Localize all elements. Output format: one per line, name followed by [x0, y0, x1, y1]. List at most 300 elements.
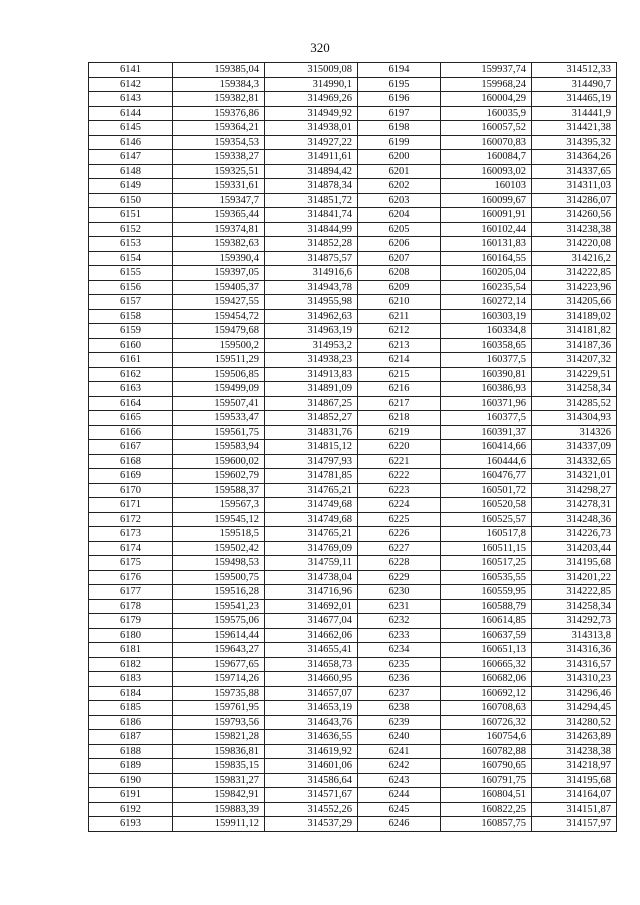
- y-coordinate-cell: 314220,08: [532, 237, 617, 252]
- x-coordinate-cell: 159541,23: [173, 599, 265, 614]
- y-coordinate-cell: 314643,76: [265, 715, 358, 730]
- x-coordinate-cell: 160084,7: [441, 150, 532, 165]
- table-row: [89, 324, 617, 339]
- x-coordinate-cell: 160390,81: [441, 367, 532, 382]
- point-number-cell: 6215: [358, 367, 441, 382]
- x-coordinate-cell: 160099,67: [441, 193, 532, 208]
- x-coordinate-cell: 160682,06: [441, 672, 532, 687]
- point-number-cell: 6212: [358, 324, 441, 339]
- x-coordinate-cell: 160205,04: [441, 266, 532, 281]
- x-coordinate-cell: 160708,63: [441, 701, 532, 716]
- y-coordinate-cell: 314660,95: [265, 672, 358, 687]
- y-coordinate-cell: 314201,22: [532, 570, 617, 585]
- x-coordinate-cell: 159479,68: [173, 324, 265, 339]
- x-coordinate-cell: 159714,26: [173, 672, 265, 687]
- y-coordinate-cell: 314304,93: [532, 411, 617, 426]
- x-coordinate-cell: 159347,7: [173, 193, 265, 208]
- point-number-cell: 6200: [358, 150, 441, 165]
- point-number-cell: 6192: [89, 802, 173, 817]
- y-coordinate-cell: 314238,38: [532, 222, 617, 237]
- x-coordinate-cell: 159911,12: [173, 817, 265, 832]
- y-coordinate-cell: 314313,8: [532, 628, 617, 643]
- point-number-cell: 6142: [89, 77, 173, 92]
- point-number-cell: 6216: [358, 382, 441, 397]
- x-coordinate-cell: 159516,28: [173, 585, 265, 600]
- y-coordinate-cell: 314938,23: [265, 353, 358, 368]
- x-coordinate-cell: 160525,57: [441, 512, 532, 527]
- y-coordinate-cell: 314759,11: [265, 556, 358, 571]
- point-number-cell: 6196: [358, 92, 441, 107]
- table-row: [89, 164, 617, 179]
- x-coordinate-cell: 160377,5: [441, 353, 532, 368]
- point-number-cell: 6141: [89, 63, 173, 78]
- x-coordinate-cell: 159831,27: [173, 773, 265, 788]
- y-coordinate-cell: 314310,23: [532, 672, 617, 687]
- x-coordinate-cell: 160414,66: [441, 440, 532, 455]
- x-coordinate-cell: 159502,42: [173, 541, 265, 556]
- table-row: [89, 802, 617, 817]
- point-number-cell: 6163: [89, 382, 173, 397]
- y-coordinate-cell: 314222,85: [532, 266, 617, 281]
- table-row: [89, 686, 617, 701]
- point-number-cell: 6154: [89, 251, 173, 266]
- y-coordinate-cell: 314164,07: [532, 788, 617, 803]
- x-coordinate-cell: 159511,29: [173, 353, 265, 368]
- point-number-cell: 6183: [89, 672, 173, 687]
- y-coordinate-cell: 314586,64: [265, 773, 358, 788]
- y-coordinate-cell: 314949,92: [265, 106, 358, 121]
- y-coordinate-cell: 314875,57: [265, 251, 358, 266]
- table-row: [89, 512, 617, 527]
- table-row: [89, 367, 617, 382]
- table-row: [89, 759, 617, 774]
- x-coordinate-cell: 160822,25: [441, 802, 532, 817]
- table-row: [89, 599, 617, 614]
- point-number-cell: 6204: [358, 208, 441, 223]
- point-number-cell: 6148: [89, 164, 173, 179]
- table-row: [89, 396, 617, 411]
- x-coordinate-cell: 160303,19: [441, 309, 532, 324]
- x-coordinate-cell: 160517,8: [441, 527, 532, 542]
- x-coordinate-cell: 159561,75: [173, 425, 265, 440]
- point-number-cell: 6219: [358, 425, 441, 440]
- y-coordinate-cell: 314571,67: [265, 788, 358, 803]
- x-coordinate-cell: 160371,96: [441, 396, 532, 411]
- x-coordinate-cell: 160637,59: [441, 628, 532, 643]
- x-coordinate-cell: 160057,52: [441, 121, 532, 136]
- y-coordinate-cell: 314797,93: [265, 454, 358, 469]
- table-row: [89, 411, 617, 426]
- point-number-cell: 6155: [89, 266, 173, 281]
- y-coordinate-cell: 314181,82: [532, 324, 617, 339]
- point-number-cell: 6174: [89, 541, 173, 556]
- y-coordinate-cell: 314765,21: [265, 527, 358, 542]
- point-number-cell: 6172: [89, 512, 173, 527]
- x-coordinate-cell: 160235,54: [441, 280, 532, 295]
- x-coordinate-cell: 159331,61: [173, 179, 265, 194]
- table-row: [89, 541, 617, 556]
- y-coordinate-cell: 314852,27: [265, 411, 358, 426]
- y-coordinate-cell: 314677,04: [265, 614, 358, 629]
- point-number-cell: 6235: [358, 657, 441, 672]
- point-number-cell: 6180: [89, 628, 173, 643]
- x-coordinate-cell: 160588,79: [441, 599, 532, 614]
- x-coordinate-cell: 159365,44: [173, 208, 265, 223]
- y-coordinate-cell: 314990,1: [265, 77, 358, 92]
- x-coordinate-cell: 159390,4: [173, 251, 265, 266]
- table-row: [89, 570, 617, 585]
- y-coordinate-cell: 314157,97: [532, 817, 617, 832]
- table-row: [89, 280, 617, 295]
- point-number-cell: 6203: [358, 193, 441, 208]
- table-row: [89, 237, 617, 252]
- x-coordinate-cell: 159821,28: [173, 730, 265, 745]
- point-number-cell: 6160: [89, 338, 173, 353]
- table-row: [89, 773, 617, 788]
- x-coordinate-cell: 159643,27: [173, 643, 265, 658]
- x-coordinate-cell: 160804,51: [441, 788, 532, 803]
- table-row: [89, 744, 617, 759]
- y-coordinate-cell: 315009,08: [265, 63, 358, 78]
- y-coordinate-cell: 314223,96: [532, 280, 617, 295]
- y-coordinate-cell: 314229,51: [532, 367, 617, 382]
- y-coordinate-cell: 314943,78: [265, 280, 358, 295]
- point-number-cell: 6171: [89, 498, 173, 513]
- x-coordinate-cell: 159454,72: [173, 309, 265, 324]
- table-row: [89, 585, 617, 600]
- point-number-cell: 6189: [89, 759, 173, 774]
- y-coordinate-cell: 314311,03: [532, 179, 617, 194]
- point-number-cell: 6220: [358, 440, 441, 455]
- point-number-cell: 6191: [89, 788, 173, 803]
- x-coordinate-cell: 160272,14: [441, 295, 532, 310]
- x-coordinate-cell: 159384,3: [173, 77, 265, 92]
- point-number-cell: 6234: [358, 643, 441, 658]
- point-number-cell: 6151: [89, 208, 173, 223]
- point-number-cell: 6165: [89, 411, 173, 426]
- y-coordinate-cell: 314716,96: [265, 585, 358, 600]
- table-row: [89, 556, 617, 571]
- x-coordinate-cell: 159499,09: [173, 382, 265, 397]
- point-number-cell: 6244: [358, 788, 441, 803]
- point-number-cell: 6211: [358, 309, 441, 324]
- point-number-cell: 6224: [358, 498, 441, 513]
- y-coordinate-cell: 314216,2: [532, 251, 617, 266]
- table-row: [89, 483, 617, 498]
- y-coordinate-cell: 314465,19: [532, 92, 617, 107]
- y-coordinate-cell: 314187,36: [532, 338, 617, 353]
- point-number-cell: 6226: [358, 527, 441, 542]
- point-number-cell: 6197: [358, 106, 441, 121]
- point-number-cell: 6152: [89, 222, 173, 237]
- point-number-cell: 6236: [358, 672, 441, 687]
- point-number-cell: 6246: [358, 817, 441, 832]
- y-coordinate-cell: 314692,01: [265, 599, 358, 614]
- x-coordinate-cell: 159397,05: [173, 266, 265, 281]
- y-coordinate-cell: 314421,38: [532, 121, 617, 136]
- point-number-cell: 6186: [89, 715, 173, 730]
- x-coordinate-cell: 160334,8: [441, 324, 532, 339]
- x-coordinate-cell: 159968,24: [441, 77, 532, 92]
- y-coordinate-cell: 314913,83: [265, 367, 358, 382]
- y-coordinate-cell: 314286,07: [532, 193, 617, 208]
- point-number-cell: 6221: [358, 454, 441, 469]
- x-coordinate-cell: 159376,86: [173, 106, 265, 121]
- table-row: [89, 672, 617, 687]
- y-coordinate-cell: 314552,26: [265, 802, 358, 817]
- table-row: [89, 527, 617, 542]
- x-coordinate-cell: 160164,55: [441, 251, 532, 266]
- x-coordinate-cell: 160790,65: [441, 759, 532, 774]
- x-coordinate-cell: 159506,85: [173, 367, 265, 382]
- y-coordinate-cell: 314916,6: [265, 266, 358, 281]
- point-number-cell: 6169: [89, 469, 173, 484]
- y-coordinate-cell: 314258,34: [532, 382, 617, 397]
- y-coordinate-cell: 314222,85: [532, 585, 617, 600]
- point-number-cell: 6225: [358, 512, 441, 527]
- point-number-cell: 6161: [89, 353, 173, 368]
- y-coordinate-cell: 314490,7: [532, 77, 617, 92]
- y-coordinate-cell: 314537,29: [265, 817, 358, 832]
- point-number-cell: 6242: [358, 759, 441, 774]
- x-coordinate-cell: 160754,6: [441, 730, 532, 745]
- y-coordinate-cell: 314963,19: [265, 324, 358, 339]
- table-row: [89, 469, 617, 484]
- point-number-cell: 6188: [89, 744, 173, 759]
- point-number-cell: 6218: [358, 411, 441, 426]
- y-coordinate-cell: 314238,38: [532, 744, 617, 759]
- y-coordinate-cell: 314955,98: [265, 295, 358, 310]
- table-row: [89, 440, 617, 455]
- y-coordinate-cell: 314218,97: [532, 759, 617, 774]
- y-coordinate-cell: 314657,07: [265, 686, 358, 701]
- y-coordinate-cell: 314658,73: [265, 657, 358, 672]
- y-coordinate-cell: 314867,25: [265, 396, 358, 411]
- point-number-cell: 6177: [89, 585, 173, 600]
- x-coordinate-cell: 159338,27: [173, 150, 265, 165]
- y-coordinate-cell: 314852,28: [265, 237, 358, 252]
- y-coordinate-cell: 314765,21: [265, 483, 358, 498]
- y-coordinate-cell: 314815,12: [265, 440, 358, 455]
- point-number-cell: 6209: [358, 280, 441, 295]
- y-coordinate-cell: 314891,09: [265, 382, 358, 397]
- table-row: [89, 454, 617, 469]
- x-coordinate-cell: 160614,85: [441, 614, 532, 629]
- y-coordinate-cell: 314205,66: [532, 295, 617, 310]
- table-row: [89, 643, 617, 658]
- y-coordinate-cell: 314653,19: [265, 701, 358, 716]
- y-coordinate-cell: 314285,52: [532, 396, 617, 411]
- y-coordinate-cell: 314292,73: [532, 614, 617, 629]
- x-coordinate-cell: 160782,88: [441, 744, 532, 759]
- point-number-cell: 6208: [358, 266, 441, 281]
- y-coordinate-cell: 314203,44: [532, 541, 617, 556]
- point-number-cell: 6198: [358, 121, 441, 136]
- y-coordinate-cell: 314321,01: [532, 469, 617, 484]
- point-number-cell: 6229: [358, 570, 441, 585]
- x-coordinate-cell: 160791,75: [441, 773, 532, 788]
- table-row: [89, 788, 617, 803]
- x-coordinate-cell: 160358,65: [441, 338, 532, 353]
- x-coordinate-cell: 159374,81: [173, 222, 265, 237]
- table-row: [89, 179, 617, 194]
- y-coordinate-cell: 314337,09: [532, 440, 617, 455]
- y-coordinate-cell: 314332,65: [532, 454, 617, 469]
- x-coordinate-cell: 160517,25: [441, 556, 532, 571]
- x-coordinate-cell: 159883,39: [173, 802, 265, 817]
- page-number: 320: [310, 40, 330, 55]
- x-coordinate-cell: 160692,12: [441, 686, 532, 701]
- y-coordinate-cell: 314337,65: [532, 164, 617, 179]
- point-number-cell: 6223: [358, 483, 441, 498]
- point-number-cell: 6187: [89, 730, 173, 745]
- table-row: [89, 266, 617, 281]
- x-coordinate-cell: 160377,5: [441, 411, 532, 426]
- x-coordinate-cell: 160665,32: [441, 657, 532, 672]
- y-coordinate-cell: 314781,85: [265, 469, 358, 484]
- table-row: [89, 121, 617, 136]
- x-coordinate-cell: 160070,83: [441, 135, 532, 150]
- y-coordinate-cell: 314962,63: [265, 309, 358, 324]
- x-coordinate-cell: 159735,88: [173, 686, 265, 701]
- table-row: [89, 309, 617, 324]
- y-coordinate-cell: 314601,06: [265, 759, 358, 774]
- x-coordinate-cell: 159518,5: [173, 527, 265, 542]
- point-number-cell: 6227: [358, 541, 441, 556]
- x-coordinate-cell: 159842,91: [173, 788, 265, 803]
- y-coordinate-cell: 314878,34: [265, 179, 358, 194]
- point-number-cell: 6179: [89, 614, 173, 629]
- y-coordinate-cell: 314927,22: [265, 135, 358, 150]
- x-coordinate-cell: 159937,74: [441, 63, 532, 78]
- point-number-cell: 6162: [89, 367, 173, 382]
- point-number-cell: 6166: [89, 425, 173, 440]
- table-row: [89, 701, 617, 716]
- point-number-cell: 6217: [358, 396, 441, 411]
- point-number-cell: 6193: [89, 817, 173, 832]
- point-number-cell: 6213: [358, 338, 441, 353]
- y-coordinate-cell: 314263,89: [532, 730, 617, 745]
- point-number-cell: 6181: [89, 643, 173, 658]
- y-coordinate-cell: 314195,68: [532, 556, 617, 571]
- point-number-cell: 6199: [358, 135, 441, 150]
- point-number-cell: 6182: [89, 657, 173, 672]
- point-number-cell: 6143: [89, 92, 173, 107]
- x-coordinate-cell: 160386,93: [441, 382, 532, 397]
- x-coordinate-cell: 159575,06: [173, 614, 265, 629]
- x-coordinate-cell: 159507,41: [173, 396, 265, 411]
- x-coordinate-cell: 159498,53: [173, 556, 265, 571]
- table-row: [89, 425, 617, 440]
- table-row: [89, 715, 617, 730]
- x-coordinate-cell: 159793,56: [173, 715, 265, 730]
- x-coordinate-cell: 160103: [441, 179, 532, 194]
- x-coordinate-cell: 160091,91: [441, 208, 532, 223]
- table-row: [89, 628, 617, 643]
- x-coordinate-cell: 160035,9: [441, 106, 532, 121]
- table-row: [89, 193, 617, 208]
- x-coordinate-cell: 160511,15: [441, 541, 532, 556]
- table-row: [89, 92, 617, 107]
- x-coordinate-cell: 159836,81: [173, 744, 265, 759]
- x-coordinate-cell: 160501,72: [441, 483, 532, 498]
- x-coordinate-cell: 160520,58: [441, 498, 532, 513]
- point-number-cell: 6210: [358, 295, 441, 310]
- y-coordinate-cell: 314195,68: [532, 773, 617, 788]
- point-number-cell: 6233: [358, 628, 441, 643]
- y-coordinate-cell: 314851,72: [265, 193, 358, 208]
- point-number-cell: 6241: [358, 744, 441, 759]
- x-coordinate-cell: 160726,32: [441, 715, 532, 730]
- y-coordinate-cell: 314260,56: [532, 208, 617, 223]
- table-row: [89, 498, 617, 513]
- y-coordinate-cell: 314969,26: [265, 92, 358, 107]
- x-coordinate-cell: 159600,02: [173, 454, 265, 469]
- x-coordinate-cell: 159364,21: [173, 121, 265, 136]
- y-coordinate-cell: 314749,68: [265, 512, 358, 527]
- table-row: [89, 817, 617, 832]
- table-row: [89, 614, 617, 629]
- point-number-cell: 6178: [89, 599, 173, 614]
- y-coordinate-cell: 314911,61: [265, 150, 358, 165]
- table-row: [89, 338, 617, 353]
- y-coordinate-cell: 314831,76: [265, 425, 358, 440]
- y-coordinate-cell: 314512,33: [532, 63, 617, 78]
- x-coordinate-cell: 159602,79: [173, 469, 265, 484]
- point-number-cell: 6195: [358, 77, 441, 92]
- y-coordinate-cell: 314769,09: [265, 541, 358, 556]
- y-coordinate-cell: 314894,42: [265, 164, 358, 179]
- point-number-cell: 6170: [89, 483, 173, 498]
- y-coordinate-cell: 314655,41: [265, 643, 358, 658]
- point-number-cell: 6150: [89, 193, 173, 208]
- table-row: [89, 150, 617, 165]
- table-row: [89, 295, 617, 310]
- point-number-cell: 6144: [89, 106, 173, 121]
- point-number-cell: 6214: [358, 353, 441, 368]
- x-coordinate-cell: 159382,81: [173, 92, 265, 107]
- y-coordinate-cell: 314619,92: [265, 744, 358, 759]
- point-number-cell: 6158: [89, 309, 173, 324]
- x-coordinate-cell: 160004,29: [441, 92, 532, 107]
- x-coordinate-cell: 159385,04: [173, 63, 265, 78]
- point-number-cell: 6176: [89, 570, 173, 585]
- point-number-cell: 6185: [89, 701, 173, 716]
- y-coordinate-cell: 314364,26: [532, 150, 617, 165]
- y-coordinate-cell: 314738,04: [265, 570, 358, 585]
- x-coordinate-cell: 159588,37: [173, 483, 265, 498]
- point-number-cell: 6232: [358, 614, 441, 629]
- y-coordinate-cell: 314207,32: [532, 353, 617, 368]
- table-row: [89, 208, 617, 223]
- point-number-cell: 6153: [89, 237, 173, 252]
- x-coordinate-cell: 159382,63: [173, 237, 265, 252]
- x-coordinate-cell: 160559,95: [441, 585, 532, 600]
- x-coordinate-cell: 159835,15: [173, 759, 265, 774]
- point-number-cell: 6146: [89, 135, 173, 150]
- x-coordinate-cell: 159325,51: [173, 164, 265, 179]
- point-number-cell: 6207: [358, 251, 441, 266]
- point-number-cell: 6164: [89, 396, 173, 411]
- x-coordinate-cell: 159583,94: [173, 440, 265, 455]
- x-coordinate-cell: 159405,37: [173, 280, 265, 295]
- y-coordinate-cell: 314189,02: [532, 309, 617, 324]
- y-coordinate-cell: 314395,32: [532, 135, 617, 150]
- x-coordinate-cell: 160857,75: [441, 817, 532, 832]
- x-coordinate-cell: 159500,75: [173, 570, 265, 585]
- x-coordinate-cell: 160391,37: [441, 425, 532, 440]
- coordinates-table-body: [89, 63, 617, 832]
